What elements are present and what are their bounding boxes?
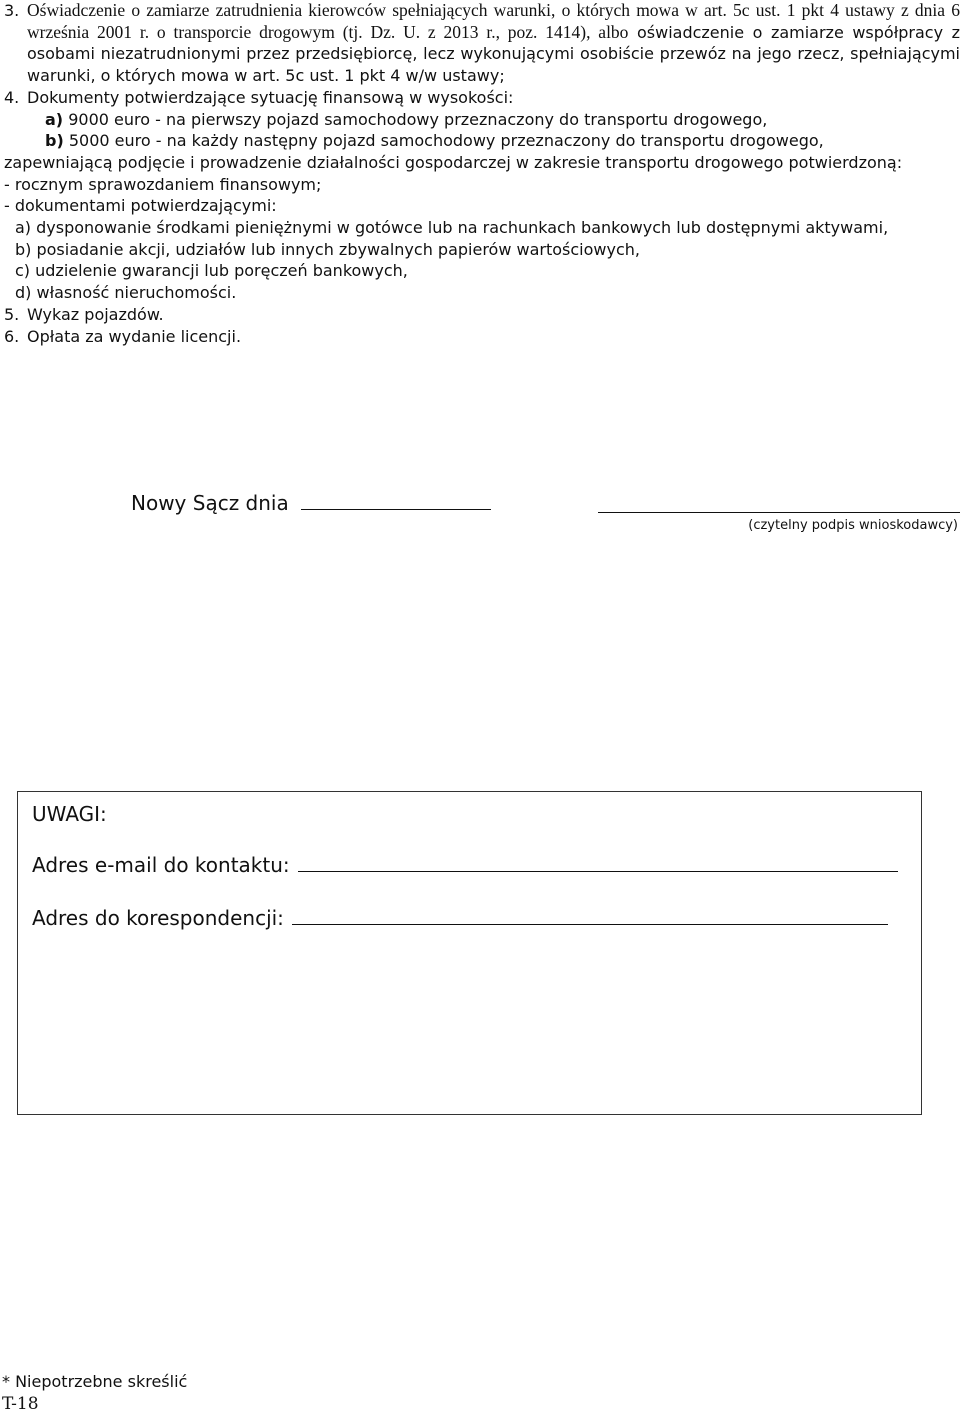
address-field[interactable] [292,924,888,925]
item-4-sub-a: a) dysponowanie środkami pieniężnymi w gotówce lub na rachunkach bankowych lub dostępnymi aktywami, [15,218,889,238]
email-field[interactable] [298,871,898,872]
email-label: Adres e-mail do kontaktu: [32,853,290,877]
item-number: 3. [4,1,20,20]
address-label: Adres do korespondencji: [32,906,284,930]
option-b-label: b) [45,131,64,151]
signature-label: (czytelny podpis wnioskodawcy) [748,518,958,533]
item-4-dash-1: - rocznym sprawozdaniem finansowym; [4,174,322,194]
address-row [32,906,888,930]
page-code: T-18 [2,1394,39,1414]
item-4-sub-c: c) udzielenie gwarancji lub poręczeń bankowych, [15,261,408,281]
item-4-sub-d: d) własność nieruchomości. [15,283,237,303]
place-date-row [131,491,491,515]
item-6-text: Opłata za wydanie licencji. [27,326,242,346]
item-3-text: oświadczenie o zamiarze współpracy z osobami niezatrudnionymi przez przedsiębiorcę, lecz wykonującymi osobiście przewóz na jego rzecz, spełniającymi warunki, o których mowa w art. 5c ust. 1 pkt 4 w/w ustawy; [27,22,960,86]
list-item-3 [4,0,960,87]
option-b-text: 5000 euro - na każdy następny pojazd samochodowy przeznaczony do transportu drogowego, [68,131,824,151]
email-row [32,853,898,877]
signature-field[interactable] [598,512,960,513]
item-number: 4. [4,87,20,107]
item-4-paragraph: zapewniającą podjęcie i prowadzenie działalności gospodarczej w zakresie transportu drogowego potwierdzoną: [4,152,903,172]
item-4-option-b [27,130,960,152]
item-4-option-a [27,109,960,131]
item-4-dash-2: - dokumentami potwierdzającymi: [4,196,277,216]
requirements-list [4,0,960,347]
item-number: 5. [4,304,20,324]
item-5-text: Wykaz pojazdów. [27,304,164,324]
list-item-4 [4,87,960,304]
item-4-sub-b: b) posiadanie akcji, udziałów lub innych zbywalnych papierów wartościowych, [15,239,640,259]
item-number: 6. [4,326,20,346]
remarks-title: UWAGI: [32,802,107,826]
date-field[interactable] [301,508,491,510]
list-item-6 [4,326,960,348]
list-item-5 [4,304,960,326]
item-3-text-serif: Oświadczenie o zamiarze zatrudnienia kierowców spełniających warunki, o których mowa w art. 5c ust. 1 pkt 4 ustawy z dnia 6 września 2001 r. o transporcie drogowym (tj. Dz. U. z 2013 r., poz. 1414), albo [27,0,960,42]
remarks-box [17,791,922,1115]
place-date-label: Nowy Sącz dnia [131,491,289,515]
option-a-text: 9000 euro - na pierwszy pojazd samochodowy przeznaczony do transportu drogowego, [68,109,768,129]
option-a-label: a) [45,109,64,129]
item-4-heading: Dokumenty potwierdzające sytuację finansową w wysokości: [27,87,514,107]
footnote: * Niepotrzebne skreślić [2,1372,188,1391]
